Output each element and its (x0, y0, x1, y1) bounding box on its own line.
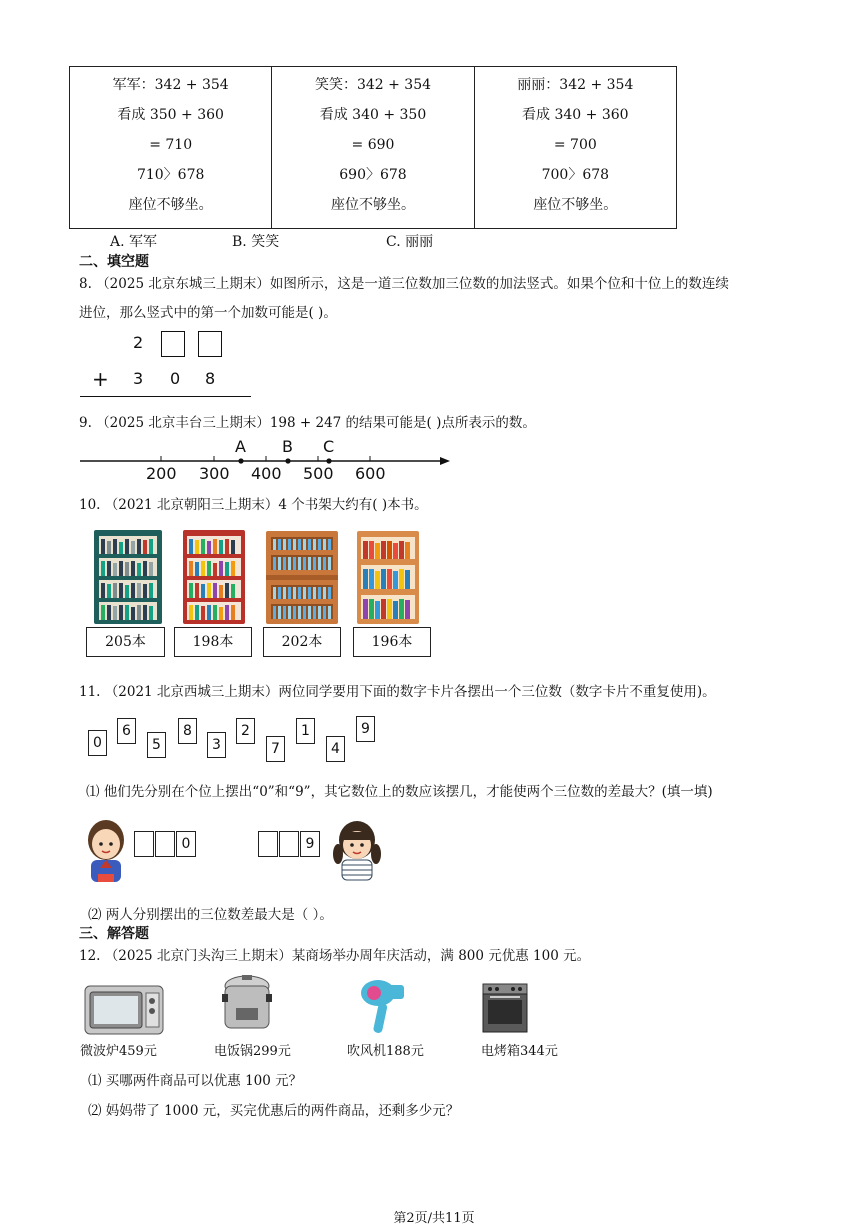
tick-label-200: 200 (146, 464, 177, 483)
table-cell: 丽丽：342 + 354 (517, 77, 634, 93)
q11-sub1-text: ⑴ 他们先分别在个位上摆出“0”和“9”，其它数位上的数应该摆几，才能使两个三位数的差最大？(填一填) (86, 784, 713, 800)
q12-sub2-text: ⑵ 妈妈带了 1000 元，买完优惠后的两件商品，还剩多少元？ (88, 1103, 460, 1119)
bookshelf-light-image (357, 531, 419, 624)
table-cell: 军军：342 + 354 (112, 77, 229, 93)
label-point-c: C (323, 437, 335, 456)
section-title-fill-blank: 二、填空题 (79, 254, 149, 270)
shelf-label-198: 198本 (174, 627, 252, 657)
number-line-arrow (440, 457, 450, 465)
q8-bottom-digit-tens: 0 (170, 369, 181, 388)
q8-top-digit: 2 (133, 333, 144, 352)
product-label-hair-dryer: 吹风机188元 (347, 1044, 424, 1059)
table-cell: = 690 (351, 137, 395, 153)
label-point-b: B (282, 437, 293, 456)
q8-blank-box-ones[interactable] (198, 331, 222, 357)
girl-student-image (329, 818, 385, 882)
product-label-microwave: 微波炉459元 (80, 1044, 157, 1059)
point-c (326, 458, 331, 463)
bookshelf-red-image (183, 530, 245, 624)
table-cell: 710〉678 (136, 167, 205, 183)
table-cell: 笑笑：342 + 354 (314, 77, 432, 93)
microwave-image (84, 985, 164, 1037)
option-b[interactable]: B. 笑笑 (232, 234, 280, 250)
tick-label-300: 300 (199, 464, 230, 483)
rice-cooker-image (220, 972, 274, 1034)
product-label-rice-cooker: 电饭锅299元 (214, 1044, 291, 1059)
table-cell: 看成 350 + 360 (117, 107, 224, 123)
page-footer: 第2页/共11页 (393, 1211, 475, 1226)
q8-text-line1: 8. （2025 北京东城三上期末）如图所示，这是一道三位数加三位数的加法竖式。如果个位和十位上的数连续 (79, 276, 729, 292)
table-column-lili (475, 67, 676, 228)
tick-label-500: 500 (303, 464, 334, 483)
point-b (285, 458, 290, 463)
digit-card-9[interactable]: 9 (356, 716, 375, 742)
q10-text: 10. （2021 北京朝阳三上期末）4 个书架大约有( )本书。 (79, 497, 428, 513)
digit-card-8[interactable]: 8 (178, 718, 197, 744)
digit-card-4[interactable]: 4 (326, 736, 345, 762)
boy-box-tens[interactable] (155, 831, 175, 857)
q11-text: 11. （2021 北京西城三上期末）两位同学要用下面的数字卡片各摆出一个三位数（数字卡片不重复使用)。 (79, 684, 716, 700)
tick-label-400: 400 (251, 464, 282, 483)
table-column-junjun (70, 67, 272, 228)
shelf-label-196: 196本 (353, 627, 431, 657)
option-c[interactable]: C. 丽丽 (386, 234, 434, 250)
section-title-solve: 三、解答题 (79, 926, 149, 942)
q12-text: 12. （2025 北京门头沟三上期末）某商场举办周年庆活动，满 800 元优惠 100 元。 (79, 948, 591, 964)
table-cell: 看成 340 + 360 (522, 107, 629, 123)
table-cell: 690〉678 (339, 167, 407, 183)
tick-label-600: 600 (355, 464, 386, 483)
table-cell: = 710 (149, 137, 193, 153)
q8-bottom-digit-ones: 8 (205, 369, 216, 388)
table-cell: 座位不够坐。 (330, 197, 415, 213)
table-cell: = 700 (553, 137, 597, 153)
q8-plus-sign: + (92, 367, 109, 391)
boy-box-hundreds[interactable] (134, 831, 154, 857)
q8-blank-box-tens[interactable] (161, 331, 185, 357)
table-cell: 座位不够坐。 (533, 197, 618, 213)
q12-sub1-text: ⑴ 买哪两件商品可以优惠 100 元？ (88, 1073, 303, 1089)
shelf-label-205: 205本 (86, 627, 165, 657)
bookshelf-wood-image (266, 531, 338, 624)
digit-card-2[interactable]: 2 (236, 718, 255, 744)
digit-card-3[interactable]: 3 (207, 732, 226, 758)
boy-student-image (82, 818, 130, 888)
q8-sum-line (80, 396, 251, 397)
option-a[interactable]: A. 军军 (110, 234, 158, 250)
table-cell: 700〉678 (541, 167, 610, 183)
electric-oven-image (481, 982, 529, 1034)
digit-card-5[interactable]: 5 (147, 732, 166, 758)
digit-card-6[interactable]: 6 (117, 718, 136, 744)
q8-bottom-digit-hundreds: 3 (133, 369, 144, 388)
q11-sub2-text: ⑵ 两人分别摆出的三位数差最大是（ ）。 (88, 907, 333, 923)
girl-box-ones: 9 (300, 831, 320, 857)
q8-text-line2: 进位，那么竖式中的第一个加数可能是( )。 (79, 305, 337, 321)
girl-box-tens[interactable] (279, 831, 299, 857)
point-a (238, 458, 243, 463)
table-cell: 看成 340 + 350 (319, 107, 427, 123)
table-column-xiaoxiao (272, 67, 474, 228)
digit-card-1[interactable]: 1 (296, 718, 315, 744)
q9-text: 9. （2025 北京丰台三上期末）198 + 247 的结果可能是( )点所表示的数。 (79, 415, 536, 431)
product-label-oven: 电烤箱344元 (481, 1044, 558, 1059)
digit-card-7[interactable]: 7 (266, 736, 285, 762)
girl-box-hundreds[interactable] (258, 831, 278, 857)
digit-card-0[interactable]: 0 (88, 730, 107, 756)
solutions-table (69, 66, 677, 229)
label-point-a: A (235, 437, 246, 456)
boy-box-ones: 0 (176, 831, 196, 857)
hair-dryer-image (358, 977, 406, 1037)
table-cell: 座位不够坐。 (128, 197, 213, 213)
bookshelf-teal-image (94, 530, 162, 624)
shelf-label-202: 202本 (263, 627, 341, 657)
